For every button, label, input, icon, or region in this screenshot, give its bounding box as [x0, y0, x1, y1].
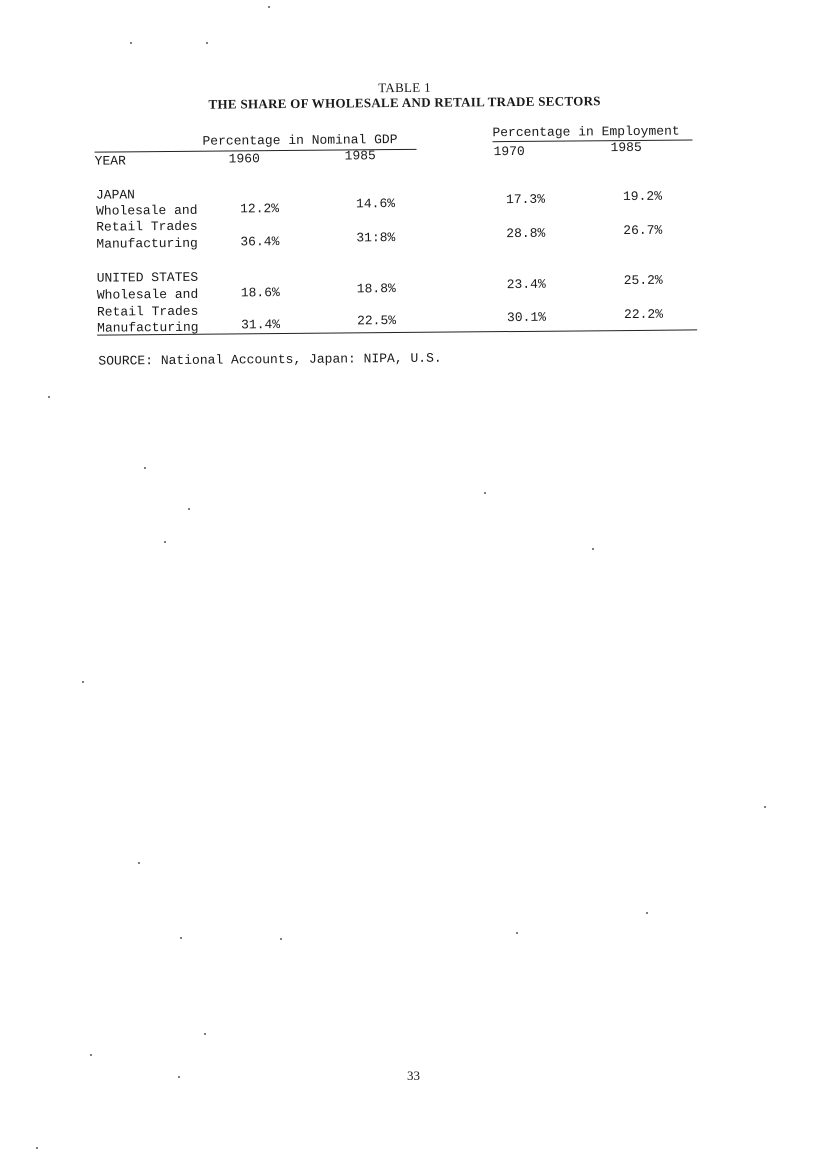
scan-speck [206, 42, 208, 44]
table-cell: 17.3% [505, 191, 546, 208]
table-cell: 30.1% [506, 309, 547, 326]
year-header-gdp-1985: 1985 [344, 148, 376, 164]
scan-speck [484, 492, 486, 494]
table-title: TABLE 1 [378, 79, 431, 96]
scan-speck [36, 1147, 38, 1149]
table-cell: 14.6% [355, 196, 396, 212]
row-label-line: Wholesale and [96, 286, 199, 303]
scan-speck [164, 541, 166, 543]
scan-speck [82, 681, 84, 683]
table-cell: 22.5% [356, 313, 397, 329]
year-header-emp-1970: 1970 [493, 143, 525, 160]
row-label-line: Retail Trades [96, 218, 198, 235]
table-cell: 22.2% [623, 306, 664, 323]
section-country-japan: JAPAN [95, 187, 136, 203]
table-cell: 18.8% [356, 281, 396, 297]
scan-speck [144, 467, 146, 469]
scan-speck [280, 938, 282, 940]
table-cell: 25.2% [623, 272, 663, 289]
table-cell: 18.6% [240, 285, 280, 301]
table-cell: 36.4% [240, 234, 280, 250]
year-header-gdp-1960: 1960 [228, 151, 260, 167]
table-subtitle: THE SHARE OF WHOLESALE AND RETAIL TRADE SECTORS [208, 93, 601, 112]
table-cell: 31:8% [356, 230, 396, 246]
table-cell: 19.2% [622, 188, 663, 205]
scan-speck [646, 912, 648, 914]
scan-speck [516, 932, 518, 934]
scan-speck [592, 548, 594, 550]
employment-group-header: Percentage in Employment [492, 123, 680, 141]
scan-speck [178, 1076, 180, 1078]
table-cell: 23.4% [506, 276, 546, 293]
scan-speck [90, 1054, 92, 1056]
scan-speck [764, 806, 766, 808]
table-source-note: SOURCE: National Accounts, Japan: NIPA, U.S. [98, 350, 442, 369]
gdp-group-header: Percentage in Nominal GDP [202, 132, 398, 149]
scan-speck [48, 396, 50, 398]
table-cell: 12.2% [239, 201, 280, 217]
row-label-line: Wholesale and [96, 202, 198, 219]
scan-speck [180, 937, 182, 939]
row-label-line: Manufacturing [96, 235, 198, 252]
section-country-united-states: UNITED STATES [96, 269, 199, 286]
row-label-line: Manufacturing [97, 319, 199, 336]
table-cell: 31.4% [241, 317, 281, 333]
scan-speck [130, 42, 132, 44]
row-label-line: Retail Trades [96, 303, 199, 320]
year-label: YEAR [94, 153, 126, 169]
year-header-emp-1985: 1985 [610, 139, 642, 156]
scan-speck [188, 508, 190, 510]
table-cell: 28.8% [506, 225, 546, 242]
scan-speck [204, 1033, 206, 1035]
table-cell: 26.7% [623, 222, 663, 239]
page-number: 33 [407, 1068, 420, 1083]
scan-speck [138, 862, 140, 864]
scan-speck [268, 6, 270, 8]
